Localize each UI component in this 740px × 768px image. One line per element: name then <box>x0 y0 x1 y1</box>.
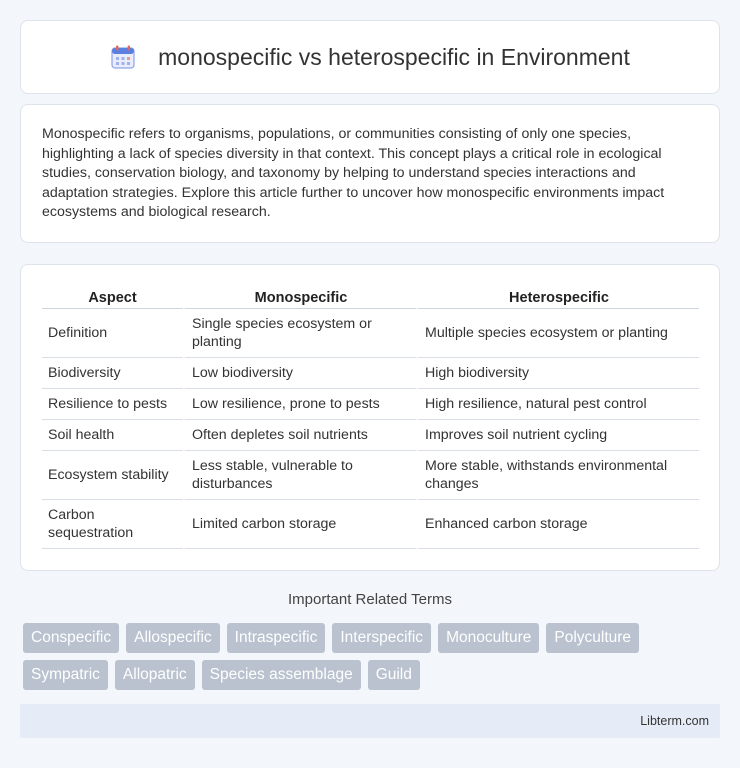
table-cell-monospecific: Low resilience, prone to pests <box>183 389 416 420</box>
table-cell-aspect: Soil health <box>42 420 183 451</box>
comparison-table <box>42 287 699 549</box>
table-cell-monospecific: Often depletes soil nutrients <box>183 420 416 451</box>
table-cell-aspect: Carbon sequestration <box>42 500 183 549</box>
comparison-card <box>20 264 720 571</box>
tag-guild[interactable]: Guild <box>368 660 420 690</box>
table-cell-heterospecific: High resilience, natural pest control <box>416 389 699 420</box>
tag-row <box>23 623 723 653</box>
table-row <box>42 358 699 389</box>
related-terms-title: Important Related Terms <box>288 591 452 608</box>
table-row <box>42 389 699 420</box>
table-row <box>42 500 699 549</box>
column-header-monospecific: Monospecific <box>183 287 416 309</box>
tag-allopatric[interactable]: Allopatric <box>115 660 195 690</box>
tag-polyculture[interactable]: Polyculture <box>546 623 639 653</box>
column-header-aspect: Aspect <box>42 287 183 309</box>
table-cell-monospecific: Single species ecosystem or planting <box>183 309 416 358</box>
page-title: monospecific vs heterospecific in Environment <box>158 43 630 70</box>
table-cell-heterospecific: More stable, withstands environmental changes <box>416 451 699 500</box>
footer-site-link[interactable]: Libterm.com <box>640 714 709 728</box>
header-card <box>20 20 720 94</box>
table-cell-heterospecific: Enhanced carbon storage <box>416 500 699 549</box>
tag-allospecific[interactable]: Allospecific <box>126 623 220 653</box>
tag-interspecific[interactable]: Interspecific <box>332 623 431 653</box>
table-cell-monospecific: Low biodiversity <box>183 358 416 389</box>
table-row <box>42 451 699 500</box>
related-terms-tags <box>23 623 723 697</box>
table-header-row <box>42 287 699 309</box>
table-cell-aspect: Definition <box>42 309 183 358</box>
tag-intraspecific[interactable]: Intraspecific <box>227 623 326 653</box>
tag-row <box>23 660 723 690</box>
tag-species-assemblage[interactable]: Species assemblage <box>202 660 361 690</box>
tag-sympatric[interactable]: Sympatric <box>23 660 108 690</box>
table-cell-heterospecific: High biodiversity <box>416 358 699 389</box>
header <box>21 21 719 93</box>
table-cell-aspect: Biodiversity <box>42 358 183 389</box>
table-row <box>42 309 699 358</box>
table-cell-heterospecific: Multiple species ecosystem or planting <box>416 309 699 358</box>
table-cell-aspect: Ecosystem stability <box>42 451 183 500</box>
tag-conspecific[interactable]: Conspecific <box>23 623 119 653</box>
table-cell-monospecific: Less stable, vulnerable to disturbances <box>183 451 416 500</box>
column-header-heterospecific: Heterospecific <box>416 287 699 309</box>
table-cell-monospecific: Limited carbon storage <box>183 500 416 549</box>
footer <box>20 704 720 738</box>
intro-text: Monospecific refers to organisms, populations, or communities consisting of only one species, highlighting a lack of species diversity in that context. This concept plays a critical role in ecological studies, conservation biology, and taxonomy by helping to understand species interactions and adaptation strategies. Explore this article further to uncover how monospecific environments impact ecosystems and biological research. <box>42 126 665 220</box>
table-cell-aspect: Resilience to pests <box>42 389 183 420</box>
table-cell-heterospecific: Improves soil nutrient cycling <box>416 420 699 451</box>
calendar-icon <box>110 44 136 70</box>
tag-monoculture[interactable]: Monoculture <box>438 623 539 653</box>
intro-card <box>20 104 720 243</box>
table-row <box>42 420 699 451</box>
